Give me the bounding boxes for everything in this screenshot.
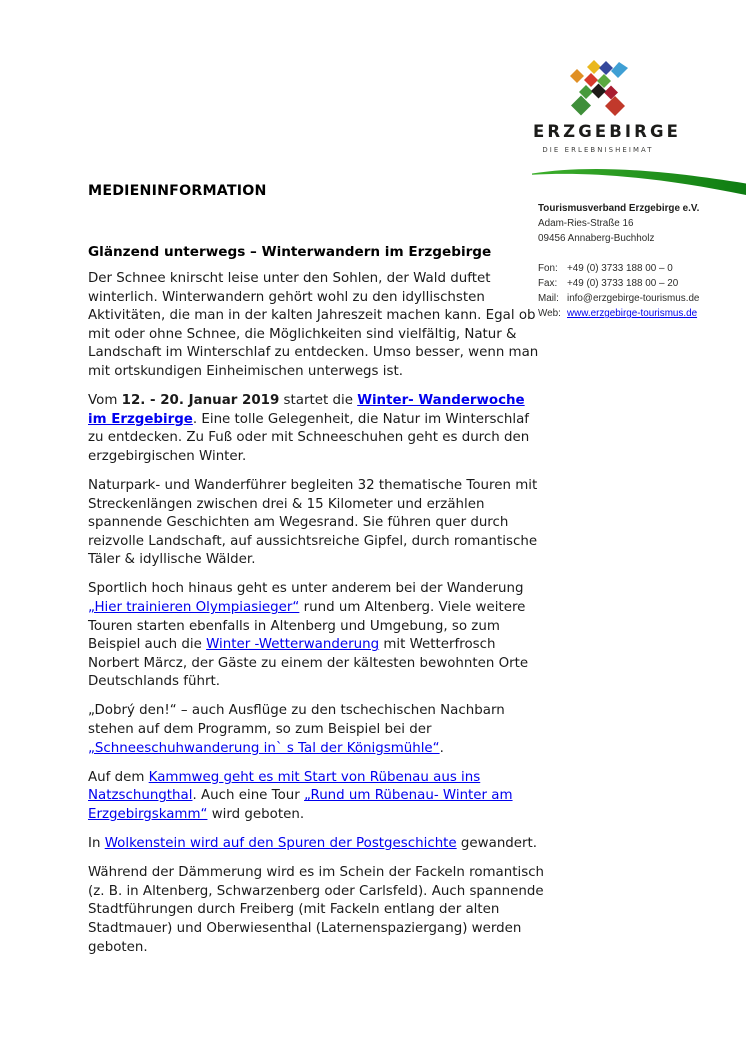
document-headline: Glänzend unterwegs – Winterwandern im Erzgebirge — [88, 244, 492, 260]
contact-address — [538, 216, 738, 246]
text-run: Während der Dämmerung wird es im Schein der Fackeln romantisch (z. B. in Altenberg, Schwarzenberg oder Carlsfeld). Auch spannende Stadtführungen durch Freiberg (mit Fackeln entlang der alten Stadtmauer) und Oberwiesenthal (Laternenspaziergang) werden geboten. — [88, 865, 545, 955]
contact-row-label: Mail: — [538, 293, 559, 305]
document-body — [88, 270, 546, 968]
text-run: wird geboten. — [207, 806, 305, 822]
inline-link[interactable]: „Rund um Rübenau- Winter am Erzgebirgskamm“ — [88, 788, 513, 822]
text-run: 12. - 20. Januar 2019 — [121, 393, 280, 409]
text-run: mit Wetterfrosch Norbert Märcz, der Gäste zu einem der kältesten bewohnten Orte Deutschlands führt. — [88, 637, 529, 690]
contact-row-value: info@erzgebirge-tourismus.de — [567, 293, 700, 305]
text-run: Der Schnee knirscht leise unter den Sohlen, der Wald duftet winterlich. Winterwandern gehört wohl zu den idyllischsten Aktivitäten, die man in der kalten Jahreszeit machen kann. Egal ob mit oder ohne Schnee, die Möglichkeiten sind vielfältig, Natur & Landschaft im Winterschlaf zu entdecken. Umso besser, wenn man mit ortskundigen Einheimischen unterwegs ist. — [88, 271, 539, 379]
paragraph — [88, 477, 546, 570]
paragraph — [88, 392, 546, 466]
text-run: „Dobrý den!“ – auch Ausflüge zu den tschechischen Nachbarn stehen auf dem Programm, so zum Beispiel bei der — [88, 703, 505, 738]
text-run: In — [88, 836, 105, 852]
text-run: . — [439, 740, 444, 756]
contact-rows — [538, 261, 738, 322]
text-run: . Auch eine Tour — [192, 788, 305, 804]
contact-row — [538, 261, 738, 276]
contact-row-value: +49 (0) 3733 188 00 – 0 — [567, 262, 673, 274]
text-run: Vom — [88, 393, 122, 409]
contact-block — [538, 201, 738, 321]
contact-row-label: Fax: — [538, 277, 558, 289]
paragraph — [88, 270, 546, 382]
logo-tagline: DIE ERLEBNISHEIMAT — [542, 146, 654, 154]
contact-address-line: Adam-Ries-Straße 16 — [538, 218, 634, 230]
inline-link[interactable]: Kammweg geht es mit Start von Rübenau aus ins Natzschungthal — [88, 769, 481, 804]
contact-row-label: Fon: — [538, 262, 558, 274]
text-run: Auf dem — [88, 769, 149, 785]
paragraph — [88, 769, 546, 825]
inline-link[interactable]: „Hier trainieren Olympiasieger“ — [88, 600, 300, 615]
inline-link[interactable]: „Schneeschuhwanderung in` s Tal der Königsmühle“ — [88, 740, 440, 756]
paragraph — [88, 835, 546, 854]
paragraph — [88, 702, 546, 758]
inline-link[interactable]: Winter -Wetterwanderung — [206, 637, 380, 653]
paragraph — [88, 864, 546, 957]
logo-wordmark: ERZGEBIRGE — [533, 122, 681, 141]
contact-org: Tourismusverband Erzgebirge e.V. — [538, 203, 700, 214]
contact-row — [538, 276, 738, 291]
green-swoosh-divider — [528, 164, 746, 198]
contact-row — [538, 306, 738, 321]
contact-row-value: +49 (0) 3733 188 00 – 20 — [567, 277, 679, 289]
text-run: Sportlich hoch hinaus geht es unter anderem bei der Wanderung — [88, 581, 524, 597]
contact-row-label: Web: — [538, 308, 561, 320]
inline-link[interactable]: Wolkenstein wird auf den Spuren der Postgeschichte — [104, 836, 457, 852]
contact-address-line: 09456 Annaberg-Buchholz — [538, 233, 655, 245]
erzgebirge-mining-logo-icon — [566, 59, 630, 127]
contact-web-link[interactable]: www.erzgebirge-tourismus.de — [567, 308, 698, 320]
text-run: . Eine tolle Gelegenheit, die Natur im Winterschlaf zu entdecken. Zu Fuß oder mit Schneeschuhen geht es durch den erzgebirgischen Winter. — [88, 411, 530, 464]
contact-spacer — [538, 247, 738, 261]
paragraph — [88, 580, 546, 692]
text-run: gewandert. — [456, 836, 538, 852]
text-run: Naturpark- und Wanderführer begleiten 32 thematische Touren mit Streckenlängen zwischen drei & 15 Kilometer und erzählen spannende Geschichten am Wegesrand. Sie führen quer durch reizvolle Landschaft, auf aussichtsreiche Gipfel, durch romantische Täler & idyllische Wälder. — [88, 477, 538, 568]
text-run: startet die — [279, 393, 358, 409]
inline-link[interactable]: Winter- Wanderwoche im Erzgebirge — [88, 393, 525, 427]
contact-row — [538, 291, 738, 306]
document-kicker: MEDIENINFORMATION — [88, 183, 267, 199]
text-run: rund um Altenberg. Viele weitere Touren starten ebenfalls in Altenberg und Umgebung, so zum Beispiel auch die — [88, 600, 526, 653]
